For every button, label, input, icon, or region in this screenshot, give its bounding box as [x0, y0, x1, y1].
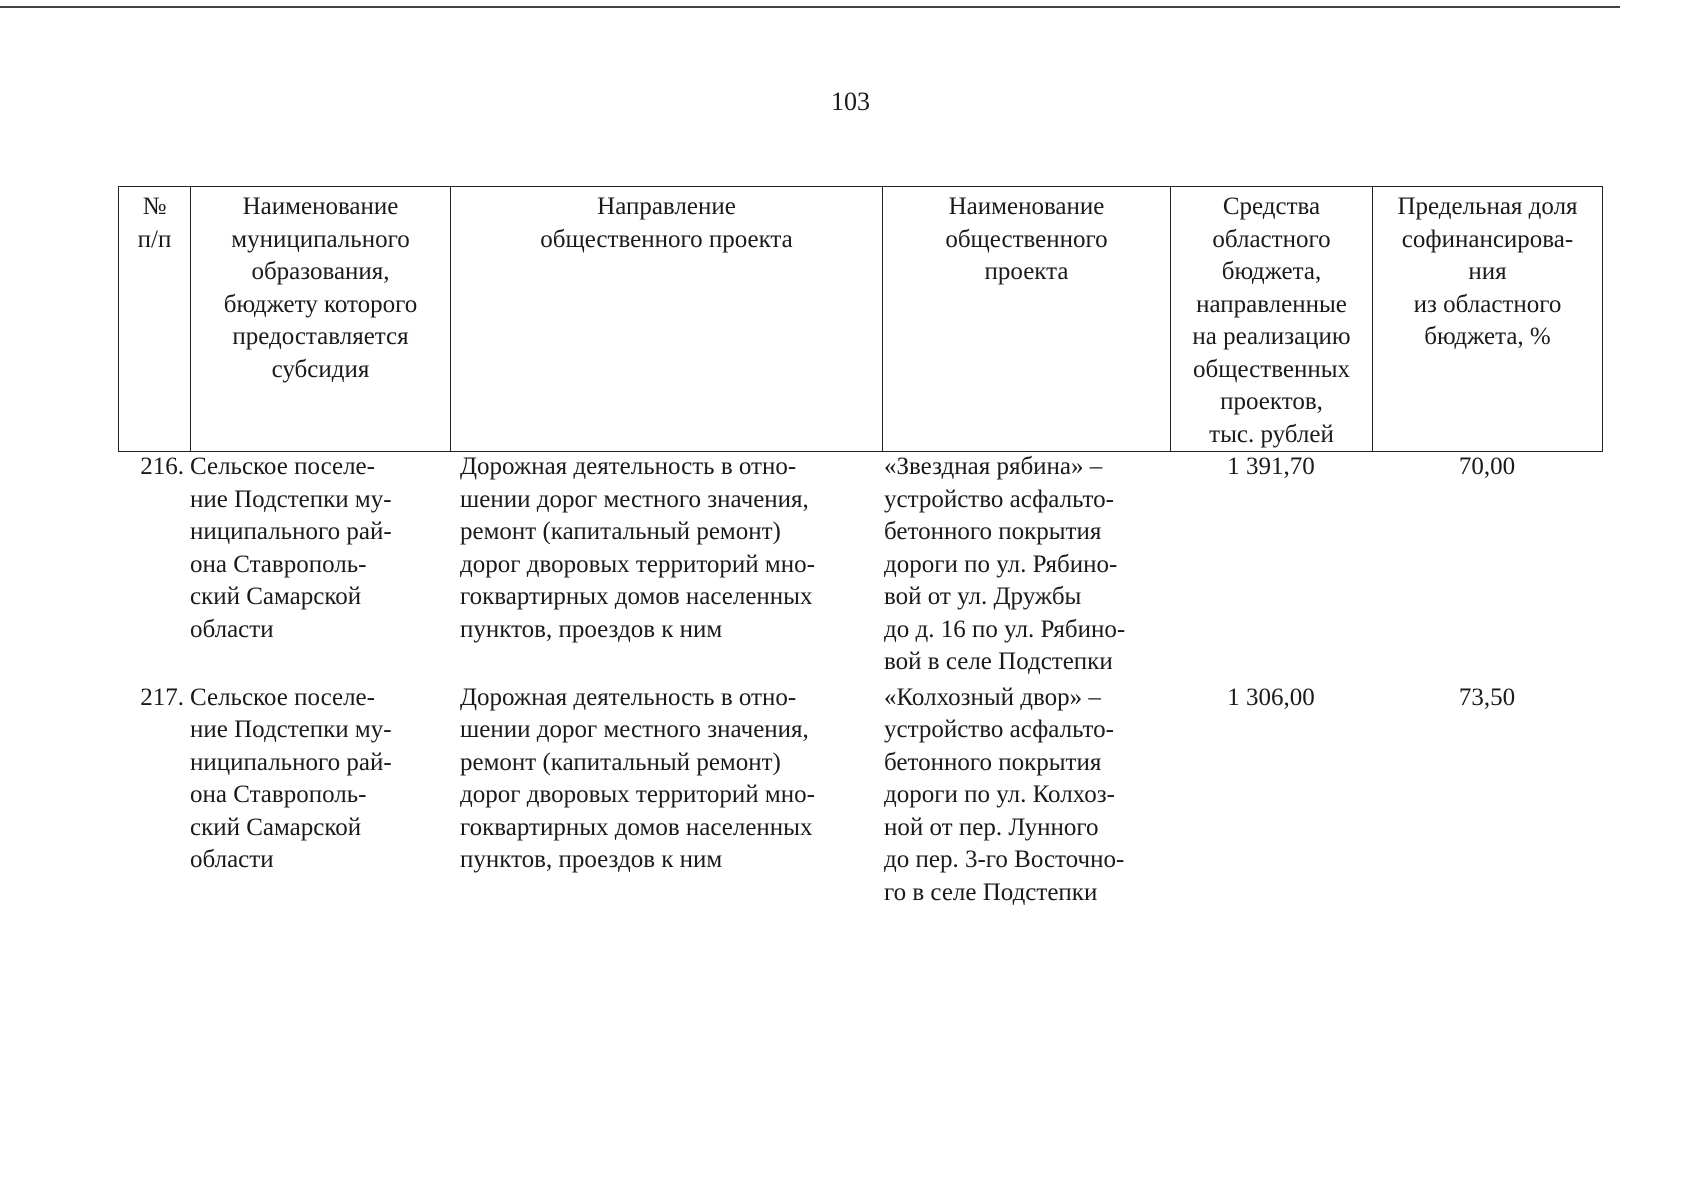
- row-project: «Колхозный двор» – устройство асфальто- бетонного покрытия дороги по ул. Колхоз- ной от пер. Лунного до пер. 3-го Восточно- го в селе Подстепки: [884, 683, 1125, 906]
- header-col-municipality: Наименование муниципального образования, бюджету которого предоставляется субсидия: [191, 187, 451, 452]
- row-amount: 1 306,00: [1227, 683, 1315, 711]
- header-col-number: № п/п: [119, 187, 191, 452]
- table-row: [118, 682, 1602, 913]
- row-direction: Дорожная деятельность в отно- шении дорог местного значения, ремонт (капитальный ремонт) дорог дворовых территорий мно- гоквартирных домов населенных пунктов, проездов к ним: [460, 683, 815, 873]
- row-municipality: Сельское поселе- ние Подстепки му- ниципального рай- она Ставрополь- ский Самарской области: [190, 683, 392, 873]
- row-direction: Дорожная деятельность в отно- шении дорог местного значения, ремонт (капитальный ремонт) дорог дворовых территорий мно- гоквартирных домов населенных пунктов, проездов к ним: [460, 453, 815, 643]
- row-number: 217.: [140, 683, 184, 711]
- header-col-project: Наименование общественного проекта: [883, 187, 1171, 452]
- row-number: 216.: [140, 453, 184, 480]
- page-number: 103: [831, 87, 870, 116]
- row-share: 70,00: [1458, 453, 1516, 480]
- table-body: [118, 451, 1602, 912]
- row-project: «Звездная рябина» – устройство асфальто- бетонного покрытия дороги по ул. Рябино- вой от ул. Дружбы до д. 16 по ул. Рябино- вой в селе Подстепки: [884, 453, 1126, 675]
- row-municipality: Сельское поселе- ние Подстепки му- ниципального рай- она Ставрополь- ский Самарской области: [190, 453, 392, 643]
- header-col-share: Предельная доля софинансирова- ния из областного бюджета, %: [1373, 187, 1603, 452]
- row-share: 73,50: [1458, 683, 1516, 711]
- header-col-direction: Направление общественного проекта: [451, 187, 883, 452]
- table-header: [118, 186, 1603, 452]
- row-amount: 1 391,70: [1227, 453, 1315, 480]
- top-border-line: [0, 6, 1620, 8]
- header-col-amount: Средства областного бюджета, направленные на реализацию общественных проектов, тыс. рублей: [1171, 187, 1373, 452]
- header-row: [119, 187, 1603, 452]
- table-row: [118, 451, 1602, 682]
